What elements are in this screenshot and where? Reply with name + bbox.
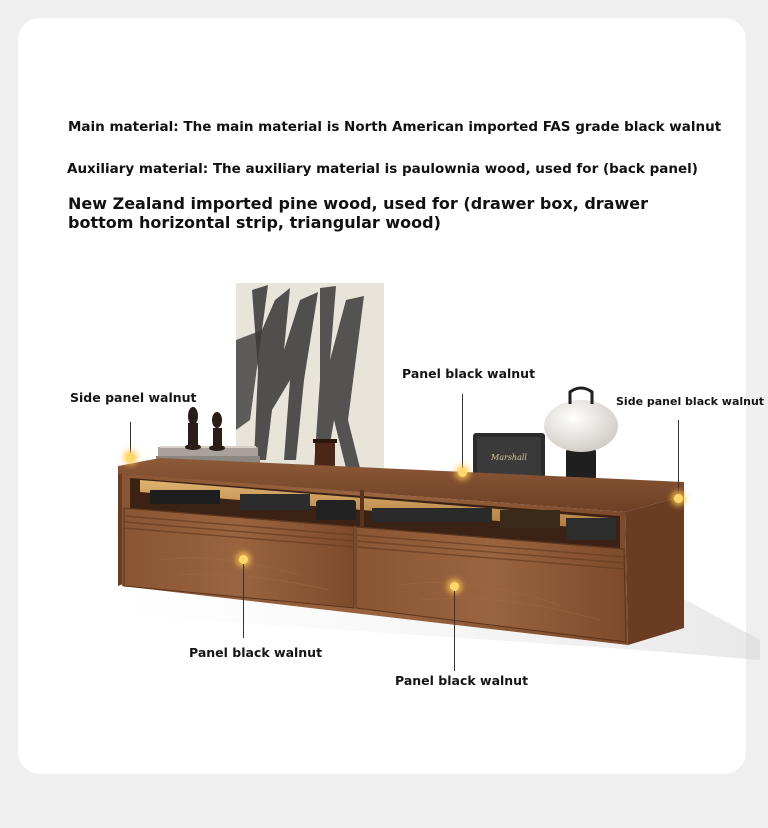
speaker-brand: Marshall xyxy=(491,453,527,462)
callout-dot-side-right xyxy=(674,494,683,503)
callout-line-side-right xyxy=(678,420,679,494)
callout-line-drawer-left xyxy=(243,564,244,638)
candle-holder-left xyxy=(185,407,201,450)
artwork-canvas xyxy=(236,283,384,469)
callout-side-panel-left: Side panel walnut xyxy=(70,390,197,405)
pine-material-text: New Zealand imported pine wood, used for (drawer box, drawer bottom horizontal strip, triangular wood) xyxy=(68,194,648,232)
callout-side-panel-right: Side panel black walnut xyxy=(616,395,765,408)
callout-top-panel: Panel black walnut xyxy=(402,366,536,381)
callout-line-side-left xyxy=(130,422,131,456)
speaker xyxy=(473,433,545,479)
candle-holder-right xyxy=(209,412,225,451)
callout-dot-top xyxy=(458,468,467,477)
callout-line-top xyxy=(462,394,463,468)
auxiliary-material-text: Auxiliary material: The auxiliary material is paulownia wood, used for (back panel) xyxy=(67,161,698,177)
callout-dot-drawer-right xyxy=(450,582,459,591)
callout-line-drawer-right xyxy=(454,591,455,671)
callout-drawer-left: Panel black walnut xyxy=(189,645,323,660)
callout-drawer-right: Panel black walnut xyxy=(395,673,529,688)
callout-dot-drawer-left xyxy=(239,555,248,564)
callout-dot-side-left xyxy=(126,453,135,462)
main-material-text: Main material: The main material is North American imported FAS grade black walnut xyxy=(68,119,722,135)
cabinet-right-side xyxy=(625,496,684,645)
